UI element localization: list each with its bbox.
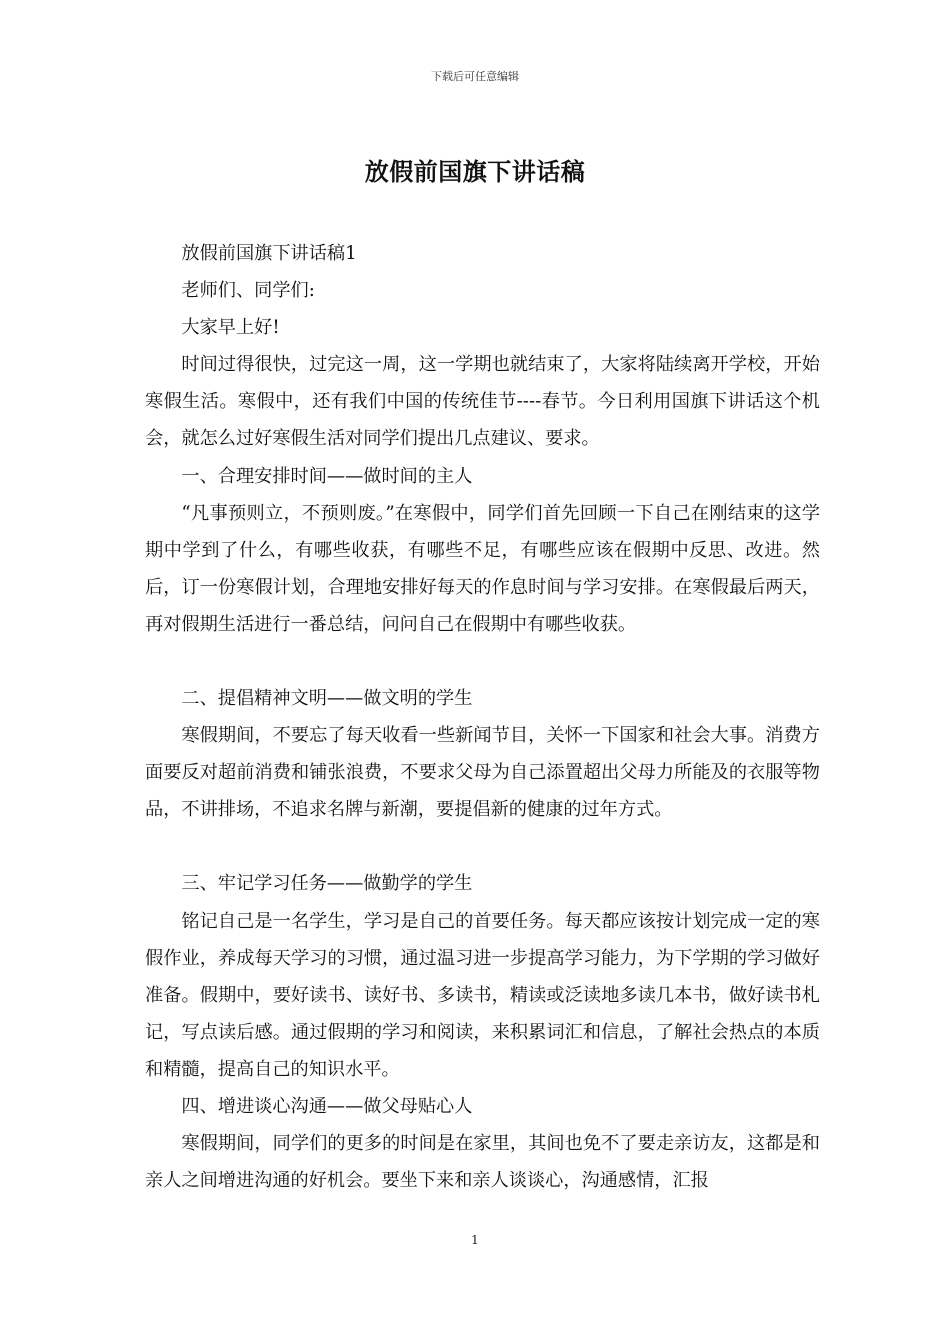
section-heading-4: 四、增进谈心沟通——做父母贴心人 — [181, 1095, 473, 1117]
section-heading-3: 三、牢记学习任务——做勤学的学生 — [181, 873, 473, 895]
section-heading-1: 一、合理安排时间——做时间的主人 — [181, 465, 473, 487]
paragraph-spacer — [145, 828, 820, 865]
salutation-paragraph: 老师们、同学们: — [181, 280, 315, 302]
paragraph-spacer — [145, 643, 820, 680]
document-body — [145, 235, 820, 1199]
section-body-1: “凡事预则立，不预则废。”在寒假中，同学们首先回顾一下自己在刚结束的这学期中学到了什么，有哪些收获，有哪些不足，有哪些应该在假期中反思、改进。然后，订一份寒假计划，合理地安排好每天的作息时间与学习安排。在寒假最后两天，再对假期生活进行一番总结，问问自己在假期中有哪些收获。 — [145, 502, 820, 635]
section-body-3: 铭记自己是一名学生，学习是自己的首要任务。每天都应该按计划完成一定的寒假作业，养成每天学习的习惯，通过温习进一步提高学习能力，为下学期的学习做好准备。假期中，要好读书、读好书、多读书，精读或泛读地多读几本书，做好读书札记，写点读后感。通过假期的学习和阅读，来积累词汇和信息，了解社会热点的本质和精髓，提高自己的知识水平。 — [145, 910, 820, 1080]
section-body-2: 寒假期间，不要忘了每天收看一些新闻节目，关怀一下国家和社会大事。消费方面要反对超前消费和铺张浪费，不要求父母为自己添置超出父母力所能及的衣服等物品，不讲排场，不追求名牌与新潮，要提倡新的健康的过年方式。 — [145, 725, 820, 821]
header-note: 下载后可任意编辑 — [431, 70, 519, 83]
page-number: 1 — [471, 1233, 479, 1247]
section-body-4: 寒假期间，同学们的更多的时间是在家里，其间也免不了要走亲访友，这都是和亲人之间增进沟通的好机会。要坐下来和亲人谈谈心，沟通感情，汇报 — [145, 1133, 820, 1192]
section-heading-2: 二、提倡精神文明——做文明的学生 — [181, 688, 473, 710]
intro-paragraph: 时间过得很快，过完这一周，这一学期也就结束了，大家将陆续离开学校，开始寒假生活。寒假中，还有我们中国的传统佳节----春节。今日利用国旗下讲话这个机会，就怎么过好寒假生活对同学们提出几点建议、要求。 — [145, 354, 820, 450]
subtitle-paragraph: 放假前国旗下讲话稿1 — [181, 243, 357, 264]
document-title: 放假前国旗下讲话稿 — [364, 157, 586, 186]
greeting-paragraph: 大家早上好! — [181, 317, 280, 339]
